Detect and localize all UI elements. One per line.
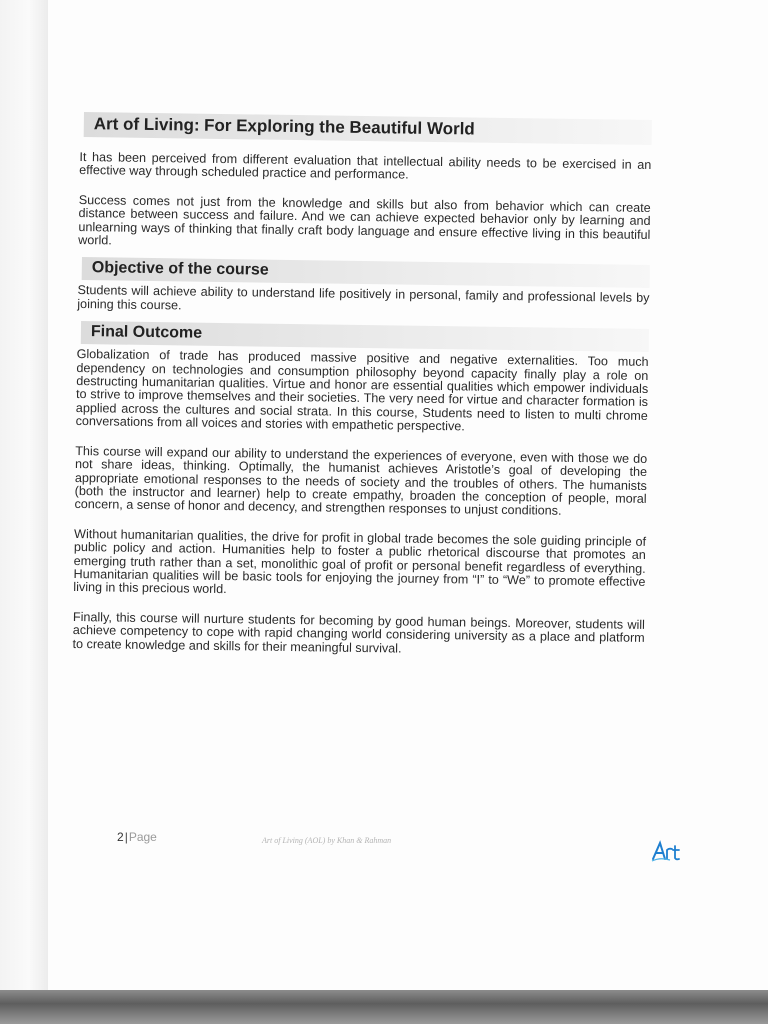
outcome-paragraph-3: Without humanitarian qualities, the drive for profit in global trade becomes the sole guiding principle of public policy and action. Humanities help to foster a public rhetorical discourse that promotes an emerging truth rather than a set, monolithic goal of profit or personal benefit regardless of everything. Humanitarian qualities will be basic tools for enjoying the journey from “I” to “We” to promote effective living in this precious world. [73, 526, 647, 597]
page-footer [117, 830, 697, 860]
outcome-paragraph-2: This course will expand our ability to understand the experiences of everyone, even with those we do not share ideas, thinking. Optimally, the humanist achieves Aristotle’s goal of developing the appropriate emotional responses to the needs of society and the troubles of others. The humanists (both the instructor and learner) help to create empathy, broaden the conception of people, moral concern, a sense of honor and decency, and strengthen responses to unjust conditions. [74, 443, 648, 519]
outcome-paragraph-1: Globalization of trade has produced massive positive and negative externalities. Too much dependency on technologies and consumption philosophy beyond capacity finally play a role on destructing humanitarian qualities. Virtue and honor are essential qualities which empower individuals to strive to improve themselves and their societies. The very need for virtue and character formation is applied across the cultures and social strata. In this course, Students need to listen to multi chrome conversations from all voices and stories with empathetic perspective. [75, 347, 649, 434]
outcome-paragraph-4: Finally, this course will nurture students for becoming by good human beings. Moreover, students will achieve competency to cope with rapid changing world considering university as a place and platform to create knowledge and skills for their meaningful survival. [72, 609, 645, 656]
page-number: 2 [117, 830, 124, 844]
intro-paragraph-1: It has been perceived from different evaluation that intellectual ability needs to be exercised in an effective way through scheduled practice and performance. [79, 149, 652, 183]
book-spine [0, 0, 49, 990]
page-content [72, 112, 651, 659]
objective-heading: Objective of the course [91, 259, 269, 280]
page-word: Page [128, 830, 157, 844]
scan-bottom-edge [0, 990, 768, 1024]
page-number-label [117, 830, 157, 844]
footer-credit: Art of Living (AOL) by Khan & Rahman [262, 836, 392, 845]
title-main: Art of Living: [93, 114, 200, 135]
page-separator: | [124, 830, 128, 844]
outcome-heading: Final Outcome [90, 323, 203, 342]
art-logo-icon [650, 840, 684, 862]
intro-paragraph-2: Success comes not just from the knowledge and skills but also from behavior which can create distance between success and failure. And we can achieve expected behavior only by learning and unlearning ways of thinking that finally craft body language and ensure effective living in this beautiful world. [78, 192, 651, 248]
objective-paragraph: Students will achieve ability to understand life positively in personal, family and professional levels by joining this course. [77, 283, 650, 313]
title-subtitle: For Exploring the Beautiful World [203, 115, 475, 139]
